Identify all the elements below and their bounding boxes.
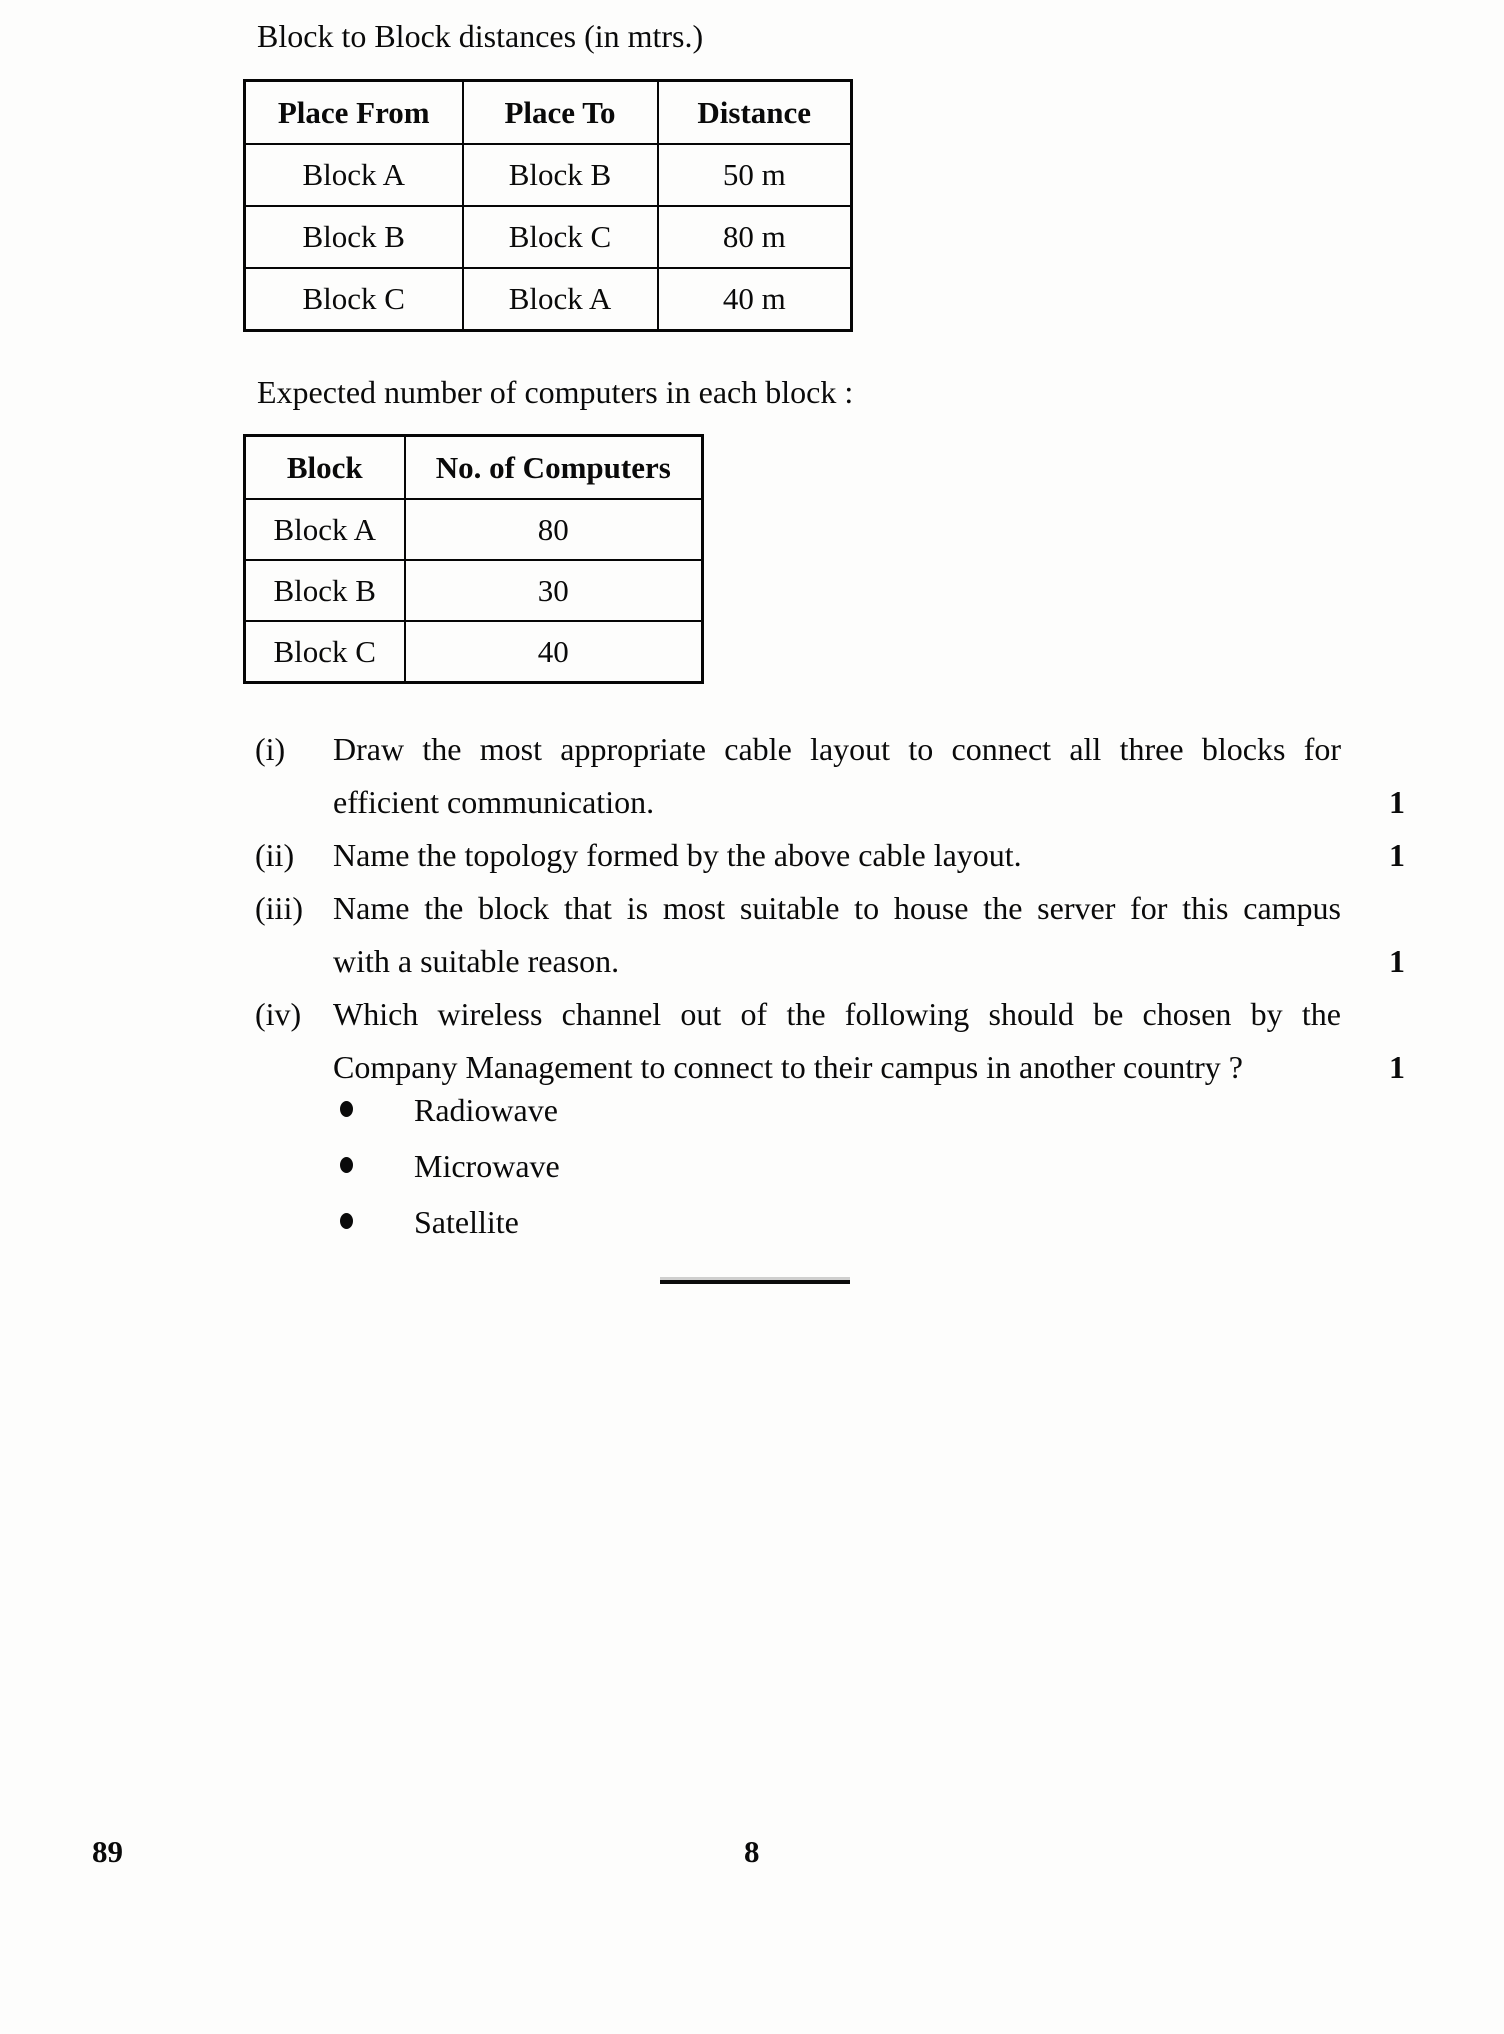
cell-place-to: Block B [463, 144, 658, 206]
question-line: Name the topology formed by the above cable layout. [333, 837, 1022, 873]
cell-distance: 50 m [658, 144, 852, 206]
distance-table-header-row [245, 81, 852, 145]
table-row [245, 499, 703, 560]
question-list [255, 723, 1405, 1094]
header-place-from: Place From [245, 81, 463, 145]
marks-value: 1 [1389, 1049, 1405, 1085]
table-row [245, 144, 852, 206]
table-row [245, 206, 852, 268]
marks-value: 1 [1389, 837, 1405, 873]
bullet-icon [340, 1157, 353, 1173]
question-line: Company Management to connect to their campus in another country ? [333, 1049, 1243, 1085]
table-row [245, 268, 852, 331]
bullet-icon [340, 1101, 353, 1117]
cell-place-from: Block B [245, 206, 463, 268]
question-iv [255, 988, 1405, 1094]
cell-block: Block A [245, 499, 405, 560]
cell-block: Block B [245, 560, 405, 621]
question-text [333, 988, 1341, 1094]
end-of-question-divider [660, 1280, 850, 1284]
table-row [245, 621, 703, 683]
question-number: (iii) [255, 890, 303, 926]
cell-place-from: Block C [245, 268, 463, 331]
question-text [333, 829, 1341, 882]
option-label: Microwave [414, 1148, 560, 1184]
computers-per-block-table [243, 434, 704, 684]
list-item [340, 1142, 560, 1198]
question-text [333, 723, 1341, 829]
question-number: (i) [255, 731, 286, 767]
bullet-icon [340, 1213, 353, 1229]
distances-section-title: Block to Block distances (in mtrs.) [257, 18, 704, 54]
question-number: (iv) [255, 996, 302, 1032]
page-code: 89 [92, 1834, 123, 1869]
cell-place-from: Block A [245, 144, 463, 206]
cell-count: 80 [405, 499, 703, 560]
header-block: Block [245, 436, 405, 500]
wireless-channel-options [340, 1086, 560, 1254]
question-i [255, 723, 1405, 829]
header-distance: Distance [658, 81, 852, 145]
option-label: Radiowave [414, 1092, 558, 1128]
cell-count: 30 [405, 560, 703, 621]
header-place-to: Place To [463, 81, 658, 145]
header-no-of-computers: No. of Computers [405, 436, 703, 500]
question-iii [255, 882, 1405, 988]
marks-value: 1 [1389, 784, 1405, 820]
question-number: (ii) [255, 837, 295, 873]
computers-section-title: Expected number of computers in each block : [257, 374, 854, 410]
question-ii [255, 829, 1405, 882]
cell-distance: 40 m [658, 268, 852, 331]
cell-distance: 80 m [658, 206, 852, 268]
page-number: 8 [744, 1834, 760, 1869]
cell-place-to: Block A [463, 268, 658, 331]
question-line: Which wireless channel out of the following should be chosen by the [333, 996, 1341, 1032]
cell-place-to: Block C [463, 206, 658, 268]
question-line: Draw the most appropriate cable layout to connect all three blocks for [333, 731, 1341, 767]
marks-value: 1 [1389, 943, 1405, 979]
question-line: with a suitable reason. [333, 943, 620, 979]
block-distance-table [243, 79, 853, 332]
question-line: Name the block that is most suitable to house the server for this campus [333, 890, 1341, 926]
table-row [245, 560, 703, 621]
cell-block: Block C [245, 621, 405, 683]
question-text [333, 882, 1341, 988]
computers-table-header-row [245, 436, 703, 500]
list-item [340, 1086, 560, 1142]
question-line: efficient communication. [333, 784, 655, 820]
option-label: Satellite [414, 1204, 519, 1240]
cell-count: 40 [405, 621, 703, 683]
list-item [340, 1198, 560, 1254]
